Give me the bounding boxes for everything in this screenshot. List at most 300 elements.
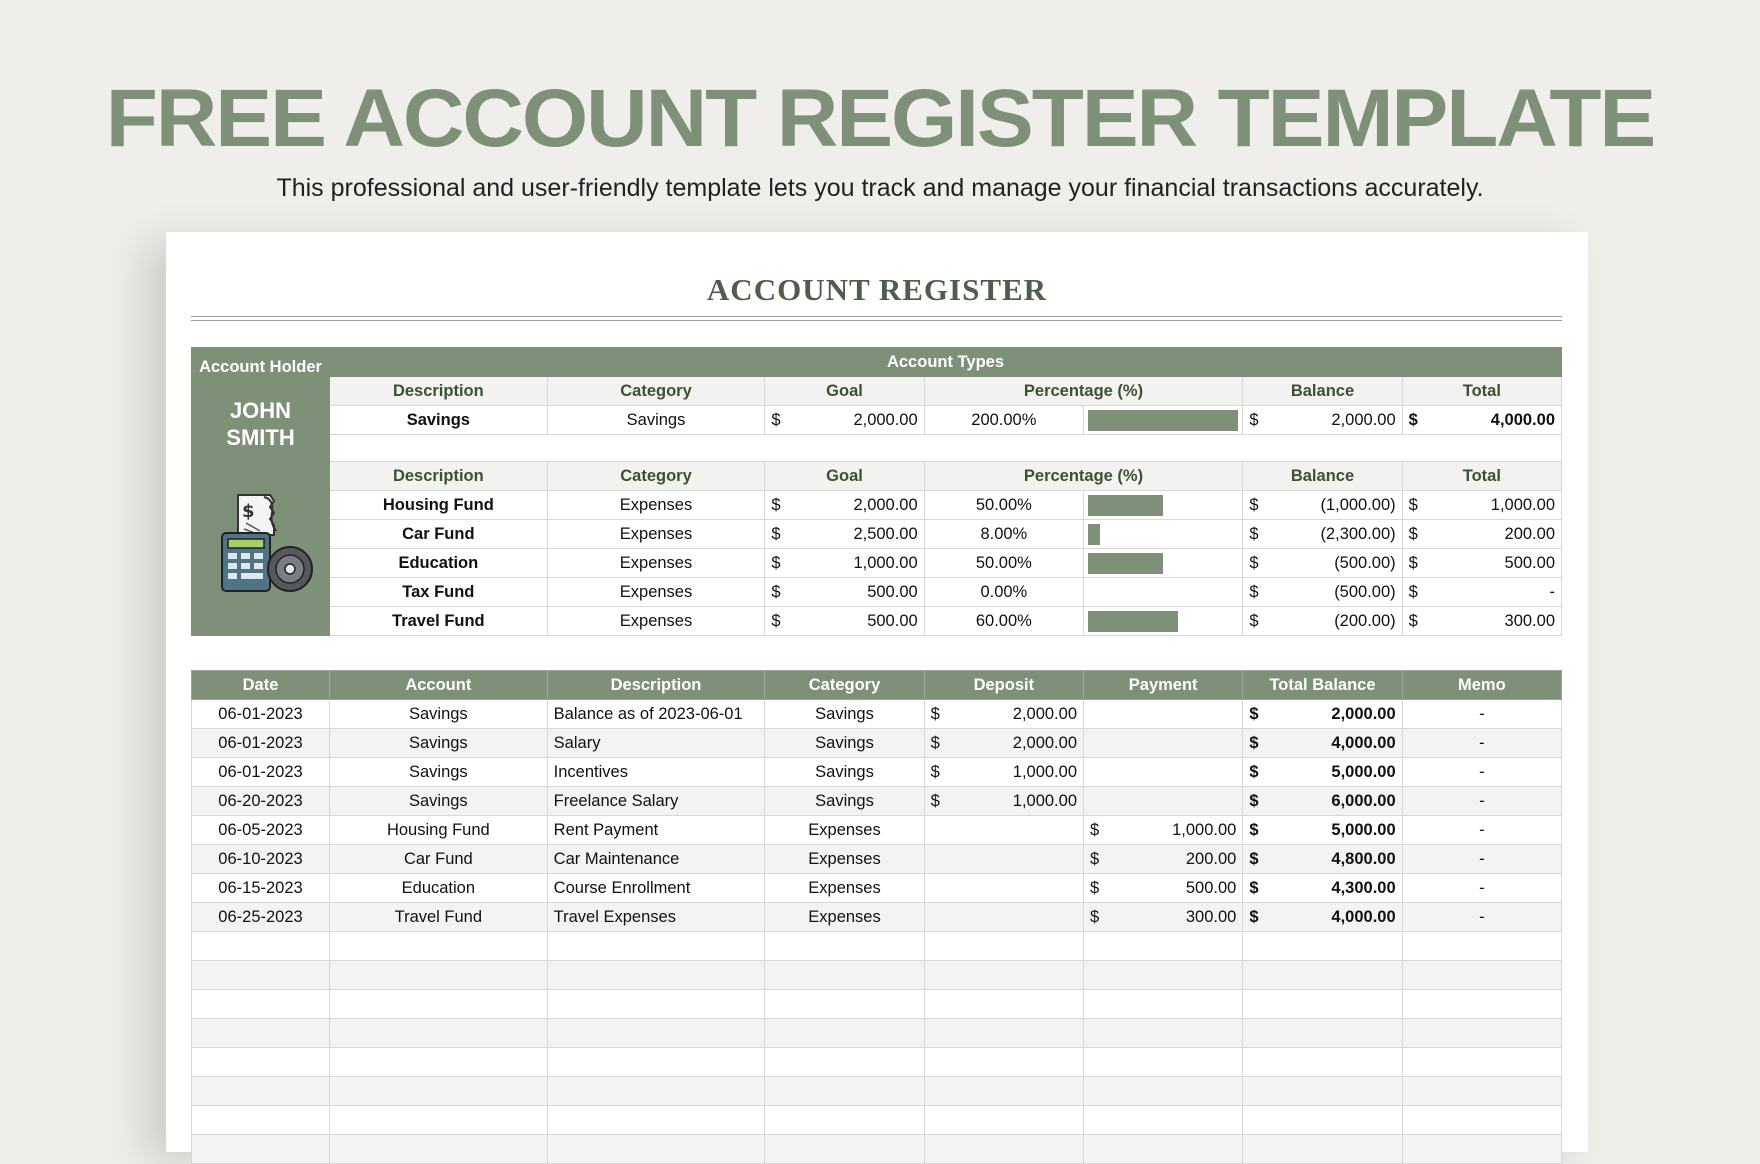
deposit-cell[interactable] <box>924 845 1083 874</box>
account-holder-name[interactable] <box>192 397 329 451</box>
amount-value: 4,300.00 <box>1331 878 1396 897</box>
percentage-bar-cell <box>1084 520 1243 549</box>
description-cell[interactable]: Salary <box>547 729 765 758</box>
empty-cell[interactable] <box>924 932 1083 961</box>
empty-cell[interactable] <box>192 1048 330 1077</box>
currency-symbol: $ <box>1408 524 1418 543</box>
title-divider <box>191 316 1562 321</box>
transaction-register-table <box>191 670 1562 1164</box>
percentage-bar <box>1088 495 1163 516</box>
currency-symbol: $ <box>930 704 940 723</box>
empty-cell[interactable] <box>192 932 330 961</box>
category-cell[interactable]: Savings <box>765 729 924 758</box>
empty-cell[interactable] <box>1084 1019 1243 1048</box>
empty-cell[interactable] <box>1084 961 1243 990</box>
date-cell[interactable]: 06-01-2023 <box>192 729 330 758</box>
empty-cell[interactable] <box>765 1019 924 1048</box>
amount-value: 5,000.00 <box>1331 762 1396 781</box>
empty-table-row <box>192 1048 1562 1077</box>
account-cell[interactable]: Housing Fund <box>330 816 548 845</box>
account-cell[interactable]: Savings <box>330 700 548 729</box>
description-cell[interactable]: Rent Payment <box>547 816 765 845</box>
spreadsheet-sheet <box>166 232 1588 1152</box>
column-header-category: Category <box>765 671 924 700</box>
currency-symbol: $ <box>1249 733 1259 752</box>
percentage-bar-cell <box>1084 406 1243 435</box>
column-header-percentage: Percentage (%) <box>924 462 1243 491</box>
currency-symbol: $ <box>1249 849 1259 868</box>
empty-cell[interactable] <box>330 932 548 961</box>
table-row <box>192 700 1562 729</box>
account-description[interactable]: Education <box>330 549 548 578</box>
amount-value: 2,000.00 <box>1012 733 1077 752</box>
empty-cell[interactable] <box>924 1135 1083 1164</box>
empty-cell[interactable] <box>765 1106 924 1135</box>
empty-table-row <box>192 1106 1562 1135</box>
amount-value: (1,000.00) <box>1320 495 1396 514</box>
amount-value: 500.00 <box>1185 878 1237 897</box>
table-row <box>192 729 1562 758</box>
amount-value: 6,000.00 <box>1331 791 1396 810</box>
account-types-table <box>191 347 1562 636</box>
account-total[interactable] <box>1402 607 1561 636</box>
account-goal[interactable] <box>765 520 924 549</box>
account-balance[interactable] <box>1243 549 1402 578</box>
amount-value: 4,000.00 <box>1490 410 1555 429</box>
page-title: FREE ACCOUNT REGISTER TEMPLATE <box>105 73 1655 164</box>
currency-symbol: $ <box>1090 849 1100 868</box>
empty-cell[interactable] <box>547 1077 765 1106</box>
column-header-description: Description <box>330 377 548 406</box>
amount-value: 2,000.00 <box>1331 410 1396 429</box>
empty-cell[interactable] <box>765 1048 924 1077</box>
column-header-deposit: Deposit <box>924 671 1083 700</box>
currency-symbol: $ <box>771 524 781 543</box>
deposit-cell[interactable] <box>924 874 1083 903</box>
account-balance[interactable] <box>1243 520 1402 549</box>
total-balance-cell[interactable] <box>1243 816 1402 845</box>
currency-symbol: $ <box>1249 410 1259 429</box>
payment-cell[interactable] <box>1084 903 1243 932</box>
empty-cell[interactable] <box>192 961 330 990</box>
amount-value: 1,000.00 <box>853 553 918 572</box>
empty-cell[interactable] <box>1402 1135 1561 1164</box>
percentage-bar-cell <box>1084 607 1243 636</box>
memo-cell[interactable]: - <box>1402 903 1561 932</box>
account-goal[interactable] <box>765 491 924 520</box>
date-cell[interactable]: 06-01-2023 <box>192 758 330 787</box>
table-row <box>192 758 1562 787</box>
empty-cell[interactable] <box>1402 1077 1561 1106</box>
column-header-balance: Balance <box>1243 462 1402 491</box>
empty-cell[interactable] <box>924 1106 1083 1135</box>
memo-cell[interactable]: - <box>1402 729 1561 758</box>
empty-cell[interactable] <box>330 990 548 1019</box>
account-type-row <box>192 491 1562 520</box>
empty-cell[interactable] <box>1243 1048 1402 1077</box>
sheet-title: ACCOUNT REGISTER <box>706 272 1048 307</box>
account-description[interactable]: Car Fund <box>330 520 548 549</box>
account-description[interactable]: Housing Fund <box>330 491 548 520</box>
deposit-cell[interactable] <box>924 816 1083 845</box>
account-balance[interactable] <box>1243 491 1402 520</box>
amount-value: 4,000.00 <box>1331 907 1396 926</box>
empty-cell[interactable] <box>924 1077 1083 1106</box>
category-cell[interactable]: Expenses <box>765 903 924 932</box>
empty-cell[interactable] <box>192 1077 330 1106</box>
date-cell[interactable]: 06-05-2023 <box>192 816 330 845</box>
date-cell[interactable]: 06-10-2023 <box>192 845 330 874</box>
empty-cell[interactable] <box>1243 932 1402 961</box>
account-type-row <box>192 520 1562 549</box>
empty-cell[interactable] <box>1243 1019 1402 1048</box>
percentage-bar <box>1088 611 1178 632</box>
deposit-cell[interactable] <box>924 903 1083 932</box>
empty-cell[interactable] <box>1084 1135 1243 1164</box>
account-cell[interactable]: Car Fund <box>330 845 548 874</box>
empty-cell[interactable] <box>765 1077 924 1106</box>
description-cell[interactable]: Course Enrollment <box>547 874 765 903</box>
date-cell[interactable]: 06-25-2023 <box>192 903 330 932</box>
account-category[interactable]: Expenses <box>547 607 765 636</box>
account-type-row <box>192 607 1562 636</box>
account-percentage: 0.00% <box>924 578 1083 607</box>
empty-cell[interactable] <box>1084 932 1243 961</box>
column-header-goal: Goal <box>765 462 924 491</box>
percentage-bar-cell <box>1084 578 1243 607</box>
column-header-date: Date <box>192 671 330 700</box>
account-goal[interactable] <box>765 578 924 607</box>
payment-cell[interactable] <box>1084 845 1243 874</box>
account-category[interactable]: Expenses <box>547 491 765 520</box>
total-balance-cell[interactable] <box>1243 729 1402 758</box>
empty-cell[interactable] <box>1084 990 1243 1019</box>
percentage-bar <box>1088 553 1163 574</box>
currency-symbol: $ <box>771 582 781 601</box>
empty-cell[interactable] <box>1402 932 1561 961</box>
account-types-band: Account Types <box>330 348 1562 377</box>
description-cell[interactable]: Car Maintenance <box>547 845 765 874</box>
empty-cell[interactable] <box>765 1135 924 1164</box>
total-balance-cell[interactable] <box>1243 903 1402 932</box>
table-row <box>192 787 1562 816</box>
payment-cell[interactable] <box>1084 787 1243 816</box>
amount-value: (500.00) <box>1334 582 1396 601</box>
amount-value: 200.00 <box>1185 849 1237 868</box>
account-type-row <box>192 578 1562 607</box>
currency-symbol: $ <box>1408 553 1418 572</box>
currency-symbol: $ <box>771 611 781 630</box>
account-total[interactable] <box>1402 406 1561 435</box>
total-balance-cell[interactable] <box>1243 874 1402 903</box>
amount-value: 1,000.00 <box>1172 820 1237 839</box>
description-cell[interactable]: Balance as of 2023-06-01 <box>547 700 765 729</box>
account-type-row <box>192 406 1562 435</box>
total-balance-cell[interactable] <box>1243 700 1402 729</box>
currency-symbol: $ <box>1249 495 1259 514</box>
total-balance-cell[interactable] <box>1243 758 1402 787</box>
currency-symbol: $ <box>771 553 781 572</box>
empty-table-row <box>192 990 1562 1019</box>
account-balance[interactable] <box>1243 607 1402 636</box>
empty-cell[interactable] <box>924 961 1083 990</box>
description-cell[interactable]: Travel Expenses <box>547 903 765 932</box>
empty-cell[interactable] <box>1243 1106 1402 1135</box>
table-row <box>192 874 1562 903</box>
account-holder-last-name: SMITH <box>226 425 295 450</box>
account-cell[interactable]: Savings <box>330 787 548 816</box>
deposit-cell[interactable] <box>924 729 1083 758</box>
account-cell[interactable]: Savings <box>330 758 548 787</box>
empty-table-row <box>192 932 1562 961</box>
amount-value: 500.00 <box>1504 553 1555 572</box>
column-header-balance: Balance <box>1243 377 1402 406</box>
account-description[interactable]: Travel Fund <box>330 607 548 636</box>
empty-cell[interactable] <box>924 1019 1083 1048</box>
column-header-total-balance: Total Balance <box>1243 671 1402 700</box>
account-cell[interactable]: Savings <box>330 729 548 758</box>
account-cell[interactable]: Education <box>330 874 548 903</box>
empty-cell[interactable] <box>1402 990 1561 1019</box>
account-holder-first-name: JOHN <box>229 398 292 423</box>
empty-cell[interactable] <box>192 1106 330 1135</box>
account-type-row <box>192 549 1562 578</box>
empty-cell[interactable] <box>1243 1135 1402 1164</box>
table-row <box>192 903 1562 932</box>
account-description[interactable]: Tax Fund <box>330 578 548 607</box>
payment-cell[interactable] <box>1084 816 1243 845</box>
empty-table-row <box>192 1019 1562 1048</box>
empty-cell[interactable] <box>765 990 924 1019</box>
empty-cell[interactable] <box>547 990 765 1019</box>
currency-symbol: $ <box>1090 820 1100 839</box>
payment-cell[interactable] <box>1084 874 1243 903</box>
table-row <box>192 816 1562 845</box>
amount-value: (500.00) <box>1334 553 1396 572</box>
memo-cell[interactable]: - <box>1402 758 1561 787</box>
account-percentage: 200.00% <box>924 406 1083 435</box>
deposit-cell[interactable] <box>924 700 1083 729</box>
date-cell[interactable]: 06-15-2023 <box>192 874 330 903</box>
empty-cell[interactable] <box>1084 1077 1243 1106</box>
column-header-percentage: Percentage (%) <box>924 377 1243 406</box>
empty-cell[interactable] <box>1243 990 1402 1019</box>
memo-cell[interactable]: - <box>1402 700 1561 729</box>
currency-symbol: $ <box>1249 820 1259 839</box>
amount-value: 2,000.00 <box>1331 704 1396 723</box>
currency-symbol: $ <box>1090 907 1100 926</box>
currency-symbol: $ <box>930 762 940 781</box>
account-total[interactable] <box>1402 491 1561 520</box>
account-description[interactable]: Savings <box>330 406 548 435</box>
percentage-bar-cell <box>1084 549 1243 578</box>
currency-symbol: $ <box>1408 495 1418 514</box>
empty-cell[interactable] <box>547 1048 765 1077</box>
description-cell[interactable]: Freelance Salary <box>547 787 765 816</box>
account-holder-panel <box>192 348 330 636</box>
empty-cell[interactable] <box>1402 1019 1561 1048</box>
account-percentage: 50.00% <box>924 549 1083 578</box>
currency-symbol: $ <box>1249 611 1259 630</box>
account-balance[interactable] <box>1243 578 1402 607</box>
currency-symbol: $ <box>1408 611 1418 630</box>
cash-register-icon <box>192 489 329 600</box>
date-cell[interactable]: 06-01-2023 <box>192 700 330 729</box>
empty-cell[interactable] <box>547 1135 765 1164</box>
category-cell[interactable]: Savings <box>765 700 924 729</box>
account-goal[interactable] <box>765 549 924 578</box>
empty-table-row <box>192 1135 1562 1164</box>
amount-value: - <box>1549 582 1555 601</box>
account-total[interactable] <box>1402 520 1561 549</box>
account-total[interactable] <box>1402 578 1561 607</box>
column-header-goal: Goal <box>765 377 924 406</box>
currency-symbol: $ <box>771 410 781 429</box>
amount-value: 300.00 <box>1504 611 1555 630</box>
percentage-bar-cell <box>1084 491 1243 520</box>
empty-table-row <box>192 1077 1562 1106</box>
amount-value: 2,500.00 <box>853 524 918 543</box>
percentage-bar <box>1088 410 1238 431</box>
account-percentage: 8.00% <box>924 520 1083 549</box>
account-percentage: 50.00% <box>924 491 1083 520</box>
empty-cell[interactable] <box>924 990 1083 1019</box>
memo-cell[interactable]: - <box>1402 874 1561 903</box>
column-header-description: Description <box>547 671 765 700</box>
empty-cell[interactable] <box>1243 961 1402 990</box>
empty-cell[interactable] <box>192 1019 330 1048</box>
category-cell[interactable]: Savings <box>765 787 924 816</box>
amount-value: 300.00 <box>1185 907 1237 926</box>
empty-cell[interactable] <box>1243 1077 1402 1106</box>
currency-symbol: $ <box>1249 704 1259 723</box>
svg-text:$: $ <box>241 501 255 522</box>
currency-symbol: $ <box>1249 791 1259 810</box>
deposit-cell[interactable] <box>924 787 1083 816</box>
empty-cell[interactable] <box>547 1019 765 1048</box>
percentage-bar <box>1088 524 1100 545</box>
empty-cell[interactable] <box>765 961 924 990</box>
currency-symbol: $ <box>1090 878 1100 897</box>
column-header-category: Category <box>547 462 765 491</box>
amount-value: 500.00 <box>867 582 918 601</box>
memo-cell[interactable]: - <box>1402 816 1561 845</box>
account-goal[interactable] <box>765 607 924 636</box>
amount-value: 4,000.00 <box>1331 733 1396 752</box>
payment-cell[interactable] <box>1084 729 1243 758</box>
currency-symbol: $ <box>930 791 940 810</box>
payment-cell[interactable] <box>1084 700 1243 729</box>
currency-symbol: $ <box>1249 762 1259 781</box>
currency-symbol: $ <box>1249 524 1259 543</box>
currency-symbol: $ <box>1249 582 1259 601</box>
amount-value: 2,000.00 <box>853 410 918 429</box>
date-cell[interactable]: 06-20-2023 <box>192 787 330 816</box>
amount-value: 2,000.00 <box>1012 704 1077 723</box>
account-category[interactable]: Expenses <box>547 578 765 607</box>
empty-cell[interactable] <box>330 1048 548 1077</box>
category-cell[interactable]: Expenses <box>765 845 924 874</box>
category-cell[interactable]: Expenses <box>765 816 924 845</box>
empty-cell[interactable] <box>192 1135 330 1164</box>
amount-value: 1,000.00 <box>1490 495 1555 514</box>
total-balance-cell[interactable] <box>1243 845 1402 874</box>
amount-value: 200.00 <box>1504 524 1555 543</box>
account-category[interactable]: Savings <box>547 406 765 435</box>
account-cell[interactable]: Travel Fund <box>330 903 548 932</box>
column-header-total: Total <box>1402 462 1561 491</box>
empty-cell[interactable] <box>765 932 924 961</box>
amount-value: (2,300.00) <box>1320 524 1396 543</box>
amount-value: 5,000.00 <box>1331 820 1396 839</box>
currency-symbol: $ <box>1249 907 1259 926</box>
currency-symbol: $ <box>1408 410 1418 429</box>
payment-cell[interactable] <box>1084 758 1243 787</box>
empty-cell[interactable] <box>330 1019 548 1048</box>
account-goal[interactable] <box>765 406 924 435</box>
column-header-memo: Memo <box>1402 671 1561 700</box>
amount-value: 2,000.00 <box>853 495 918 514</box>
empty-cell[interactable] <box>1402 1106 1561 1135</box>
empty-cell[interactable] <box>1084 1106 1243 1135</box>
category-cell[interactable]: Savings <box>765 758 924 787</box>
amount-value: 4,800.00 <box>1331 849 1396 868</box>
empty-cell[interactable] <box>547 961 765 990</box>
deposit-cell[interactable] <box>924 758 1083 787</box>
account-total[interactable] <box>1402 549 1561 578</box>
empty-cell[interactable] <box>330 961 548 990</box>
description-cell[interactable]: Incentives <box>547 758 765 787</box>
column-header-category: Category <box>547 377 765 406</box>
empty-cell[interactable] <box>924 1048 1083 1077</box>
column-header-account: Account <box>330 671 548 700</box>
total-balance-cell[interactable] <box>1243 787 1402 816</box>
amount-value: 1,000.00 <box>1012 791 1077 810</box>
account-balance[interactable] <box>1243 406 1402 435</box>
empty-table-row <box>192 961 1562 990</box>
currency-symbol: $ <box>930 733 940 752</box>
empty-cell[interactable] <box>330 1106 548 1135</box>
empty-cell[interactable] <box>547 1106 765 1135</box>
account-category[interactable]: Expenses <box>547 520 765 549</box>
empty-cell[interactable] <box>1402 1048 1561 1077</box>
memo-cell[interactable]: - <box>1402 787 1561 816</box>
column-header-description: Description <box>330 462 548 491</box>
empty-cell[interactable] <box>330 1135 548 1164</box>
column-header-total: Total <box>1402 377 1561 406</box>
currency-symbol: $ <box>1408 582 1418 601</box>
empty-cell[interactable] <box>1402 961 1561 990</box>
empty-cell[interactable] <box>547 932 765 961</box>
amount-value: 1,000.00 <box>1012 762 1077 781</box>
account-percentage: 60.00% <box>924 607 1083 636</box>
account-holder-label: Account Holder <box>199 358 322 376</box>
memo-cell[interactable]: - <box>1402 845 1561 874</box>
empty-cell[interactable] <box>1084 1048 1243 1077</box>
currency-symbol: $ <box>771 495 781 514</box>
spacer-row <box>330 435 1562 462</box>
column-header-payment: Payment <box>1084 671 1243 700</box>
currency-symbol: $ <box>1249 553 1259 572</box>
category-cell[interactable]: Expenses <box>765 874 924 903</box>
empty-cell[interactable] <box>192 990 330 1019</box>
currency-symbol: $ <box>1249 878 1259 897</box>
empty-cell[interactable] <box>330 1077 548 1106</box>
account-category[interactable]: Expenses <box>547 549 765 578</box>
amount-value: (200.00) <box>1334 611 1396 630</box>
table-row <box>192 845 1562 874</box>
amount-value: 500.00 <box>867 611 918 630</box>
